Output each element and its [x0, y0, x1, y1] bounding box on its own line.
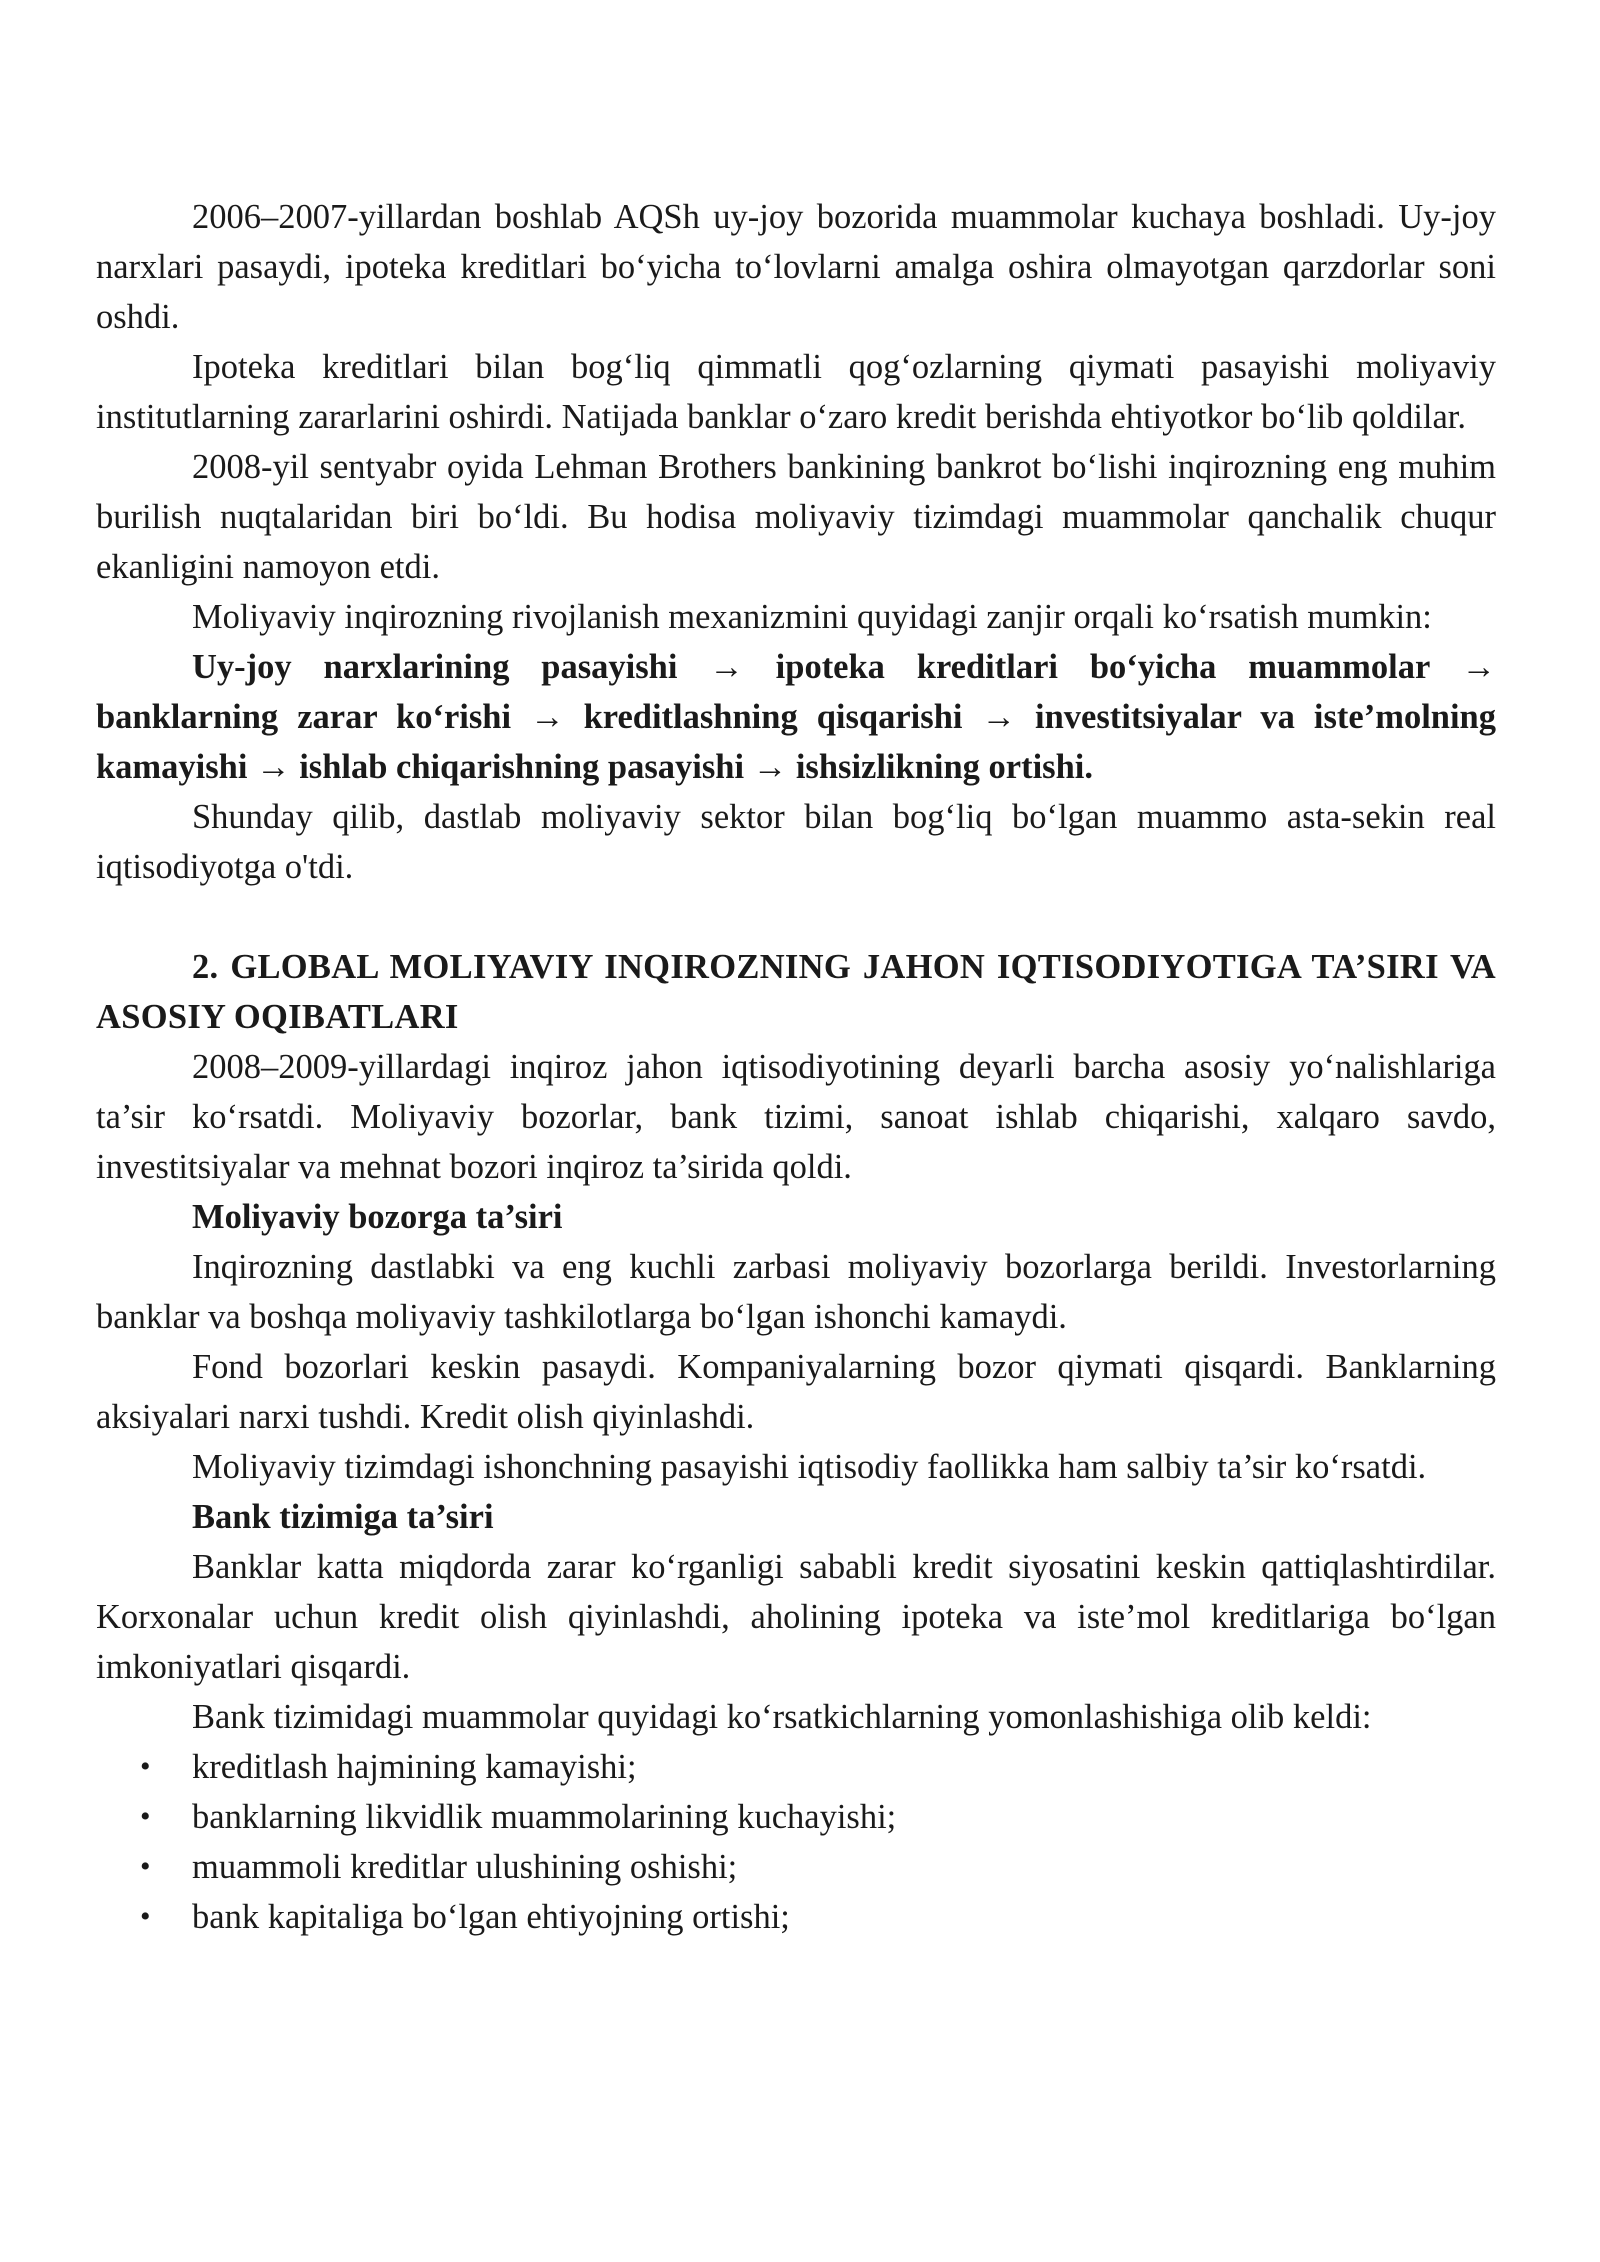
list-item: [96, 1892, 1496, 1942]
list-item-text: banklarning likvidlik muammolarining kuchayishi;: [192, 1798, 897, 1836]
list-item: [96, 1742, 1496, 1792]
paragraph-mortgage-securities: Ipoteka kreditlari bilan bog‘liq qimmatli qog‘ozlarning qiymati pasayishi moliyaviy institutlarning zararlarini oshirdi. Natijada banklar o‘zaro kredit berishda ehtiyotkor bo‘lib qoldilar.: [96, 348, 1496, 436]
list-item-text: kreditlash hajmining kamayishi;: [192, 1748, 637, 1786]
list-item-text: muammoli kreditlar ulushining oshishi;: [192, 1848, 738, 1886]
paragraph-mechanism-intro: Moliyaviy inqirozning rivojlanish mexanizmini quyidagi zanjir orqali ko‘rsatish mumkin:: [192, 598, 1432, 636]
bullet-icon: •: [140, 1900, 151, 1933]
paragraph-financial-market-2: Fond bozorlari keskin pasaydi. Kompaniyalarning bozor qiymati qisqardi. Banklarning aksiyalari narxi tushdi. Kredit olish qiyinlashdi.: [96, 1348, 1496, 1436]
paragraph-conclusion: Shunday qilib, dastlab moliyaviy sektor bilan bog‘liq bo‘lgan muammo asta-sekin real iqtisodiyotga o'tdi.: [96, 798, 1496, 886]
paragraph-housing-market: 2006–2007-yillardan boshlab AQSh uy-joy bozorida muammolar kuchaya boshladi. Uy-joy narxlari pasaydi, ipoteka kreditlari bo‘yicha to‘lovlarni amalga oshira olmayotgan qarzdorlar soni oshdi.: [96, 198, 1496, 336]
subheading-financial-market: Moliyaviy bozorga ta’siri: [192, 1198, 563, 1236]
list-item: [96, 1792, 1496, 1842]
crisis-chain-text: Uy-joy narxlarining pasayishi → ipoteka kreditlari bo‘yicha muammolar → banklarning zarar ko‘rishi → kreditlashning qisqarishi → investitsiyalar va iste’molning kamayishi → ishlab chiqarishning pasayishi → ishsizlikning ortishi.: [96, 648, 1496, 786]
bank-problems-list: [96, 1742, 1496, 1942]
subheading-bank-system: Bank tizimiga ta’siri: [192, 1498, 494, 1536]
paragraph-bank-system-2: Bank tizimidagi muammolar quyidagi ko‘rsatkichlarning yomonlashishiga olib keldi:: [192, 1698, 1372, 1736]
paragraph-financial-market-3: Moliyaviy tizimdagi ishonchning pasayishi iqtisodiy faollikka ham salbiy ta’sir ko‘rsatdi.: [192, 1448, 1427, 1486]
list-item-text: bank kapitaliga bo‘lgan ehtiyojning ortishi;: [192, 1898, 790, 1936]
paragraph-financial-market-1: Inqirozning dastlabki va eng kuchli zarbasi moliyaviy bozorlarga berildi. Investorlarning banklar va boshqa moliyaviy tashkilotlarga bo‘lgan ishonchi kamaydi.: [96, 1248, 1496, 1336]
section-heading: 2. GLOBAL MOLIYAVIY INQIROZNING JAHON IQTISODIYOTIGA TA’SIRI VA ASOSIY OQIBATLARI: [96, 948, 1496, 1036]
section-spacer: [96, 892, 1496, 942]
paragraph-lehman-brothers: 2008-yil sentyabr oyida Lehman Brothers bankining bankrot bo‘lishi inqirozning eng muhim burilish nuqtalaridan biri bo‘ldi. Bu hodisa moliyaviy tizimdagi muammolar qanchalik chuqur ekanligini namoyon etdi.: [96, 448, 1496, 586]
paragraph-bank-system-1: Banklar katta miqdorda zarar ko‘rganligi sababli kredit siyosatini keskin qattiqlashtirdilar. Korxonalar uchun kredit olish qiyinlashdi, aholining ipoteka va iste’mol kreditlariga bo‘lgan imkoniyatlari qisqardi.: [96, 1548, 1496, 1686]
document-page: [96, 192, 1496, 1942]
bullet-icon: •: [140, 1800, 151, 1833]
list-item: [96, 1842, 1496, 1892]
paragraph-section-intro: 2008–2009-yillardagi inqiroz jahon iqtisodiyotining deyarli barcha asosiy yo‘nalishlariga ta’sir ko‘rsatdi. Moliyaviy bozorlar, bank tizimi, sanoat ishlab chiqarishi, xalqaro savdo, investitsiyalar va mehnat bozori inqiroz ta’sirida qoldi.: [96, 1048, 1496, 1186]
bullet-icon: •: [140, 1750, 151, 1783]
bullet-icon: •: [140, 1850, 151, 1883]
